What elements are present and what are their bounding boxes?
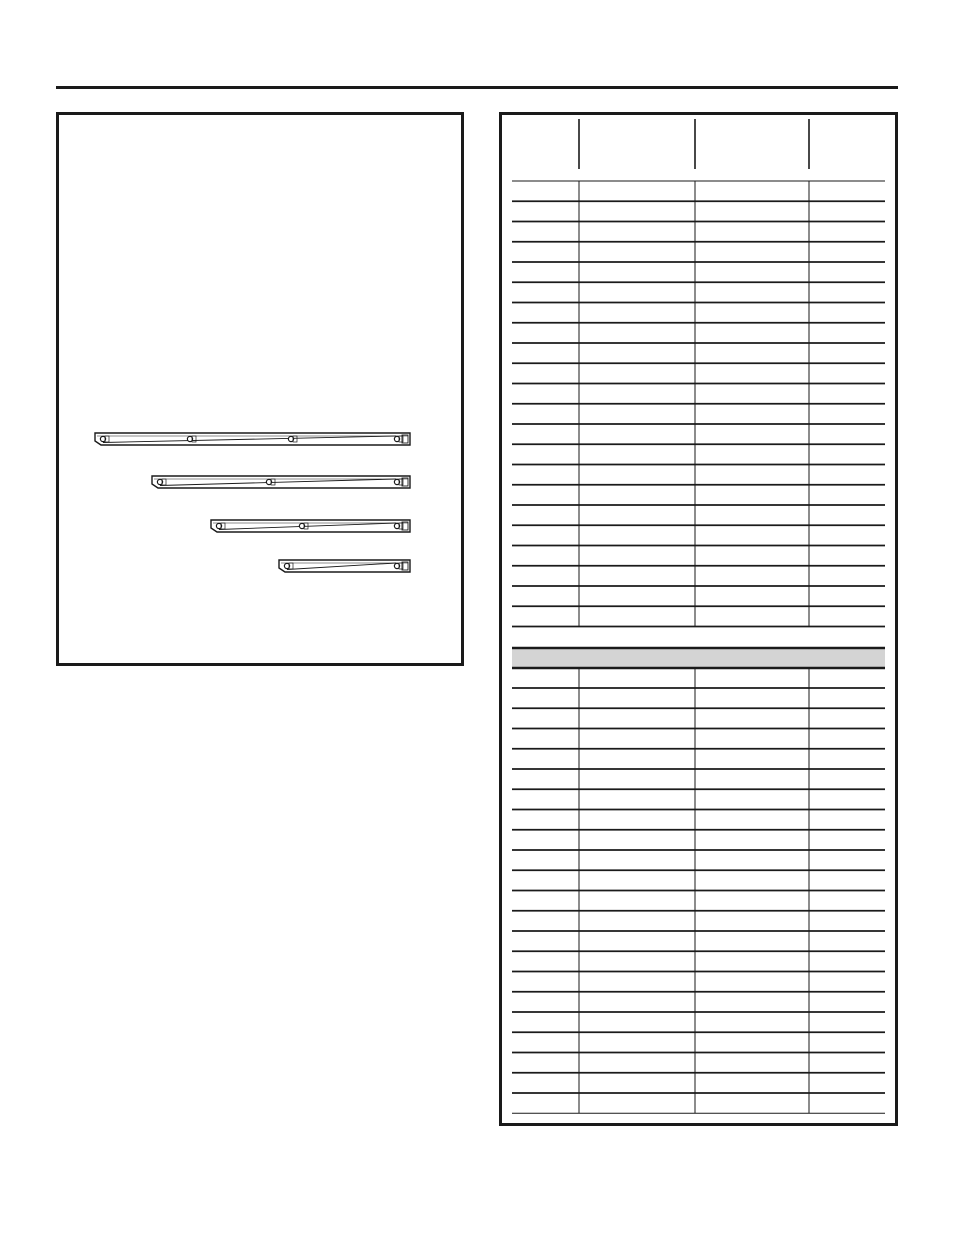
size-table	[499, 112, 898, 1126]
size-table-grid	[502, 115, 895, 1123]
rails-illustration	[59, 115, 461, 663]
rail-4	[279, 560, 410, 572]
rail-3	[211, 520, 410, 532]
rails-panel	[56, 112, 464, 666]
section-band	[512, 648, 885, 668]
rail-2	[152, 476, 410, 488]
rail-1	[95, 433, 410, 445]
header-rule	[56, 86, 898, 89]
